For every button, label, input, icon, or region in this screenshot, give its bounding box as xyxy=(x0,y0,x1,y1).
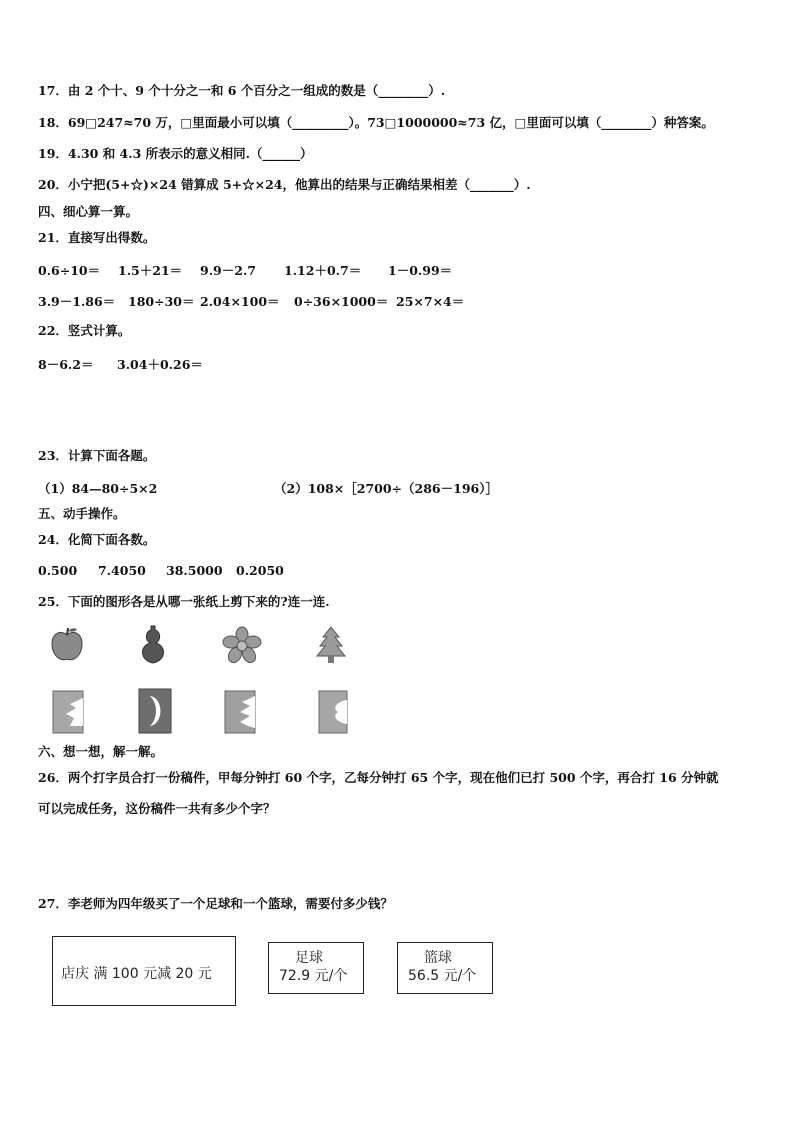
q21-item: 1.12＋0.7＝ xyxy=(284,263,362,278)
q24-item: 0.2050 xyxy=(236,563,284,578)
q21-item: 1.5＋21＝ xyxy=(118,263,183,278)
paper-cut-moon-icon xyxy=(138,688,172,734)
q21-item: 1－0.99＝ xyxy=(388,263,453,278)
paper-cut-zigzag-icon xyxy=(224,690,256,734)
q21-item: 0÷36×1000＝ xyxy=(294,294,389,309)
paper-cut-leaf-icon xyxy=(52,690,84,734)
q22-item: 8－6.2＝ xyxy=(38,357,94,372)
q22-item: 3.04＋0.26＝ xyxy=(117,357,203,372)
q21-item: 3.9－1.86＝ xyxy=(38,294,116,309)
apple-icon xyxy=(50,626,84,664)
question-24: 24．化简下面各数。 xyxy=(38,532,156,547)
q21-item: 9.9－2.7 xyxy=(200,263,256,278)
football-price-box xyxy=(268,942,364,994)
question-22: 22．竖式计算。 xyxy=(38,323,131,338)
sale-notice-box xyxy=(52,936,236,1006)
section-6-heading: 六、想一想，解一解。 xyxy=(38,744,164,759)
gourd-icon xyxy=(136,624,170,666)
tree-icon xyxy=(314,626,348,666)
basketball-name: 篮球 xyxy=(424,950,452,966)
q24-item: 7.4050 xyxy=(98,563,146,578)
q21-item: 180÷30＝ xyxy=(128,294,195,309)
flower-icon xyxy=(222,626,262,664)
question-20: 20．小宁把(5+☆)×24 错算成 5+☆×24，他算出的结果与正确结果相差（_______）. xyxy=(38,177,531,192)
section-4-heading: 四、细心算一算。 xyxy=(38,204,139,219)
q24-item: 0.500 xyxy=(38,563,78,578)
question-17: 17．由 2 个十、9 个十分之一和 6 个百分之一组成的数是（________）. xyxy=(38,83,446,98)
question-27: 27．李老师为四年级买了一个足球和一个篮球，需要付多少钱？ xyxy=(38,896,393,911)
question-19: 19．4.30 和 4.3 所表示的意义相同.（______） xyxy=(38,146,313,161)
q23-item: （1）84—80÷5×2 xyxy=(38,481,158,496)
basketball-price-box xyxy=(397,942,493,994)
q21-item: 0.6÷10＝ xyxy=(38,263,101,278)
paper-cut-notch-icon xyxy=(318,690,348,734)
question-23: 23．计算下面各题。 xyxy=(38,448,156,463)
question-21: 21．直接写出得数。 xyxy=(38,230,156,245)
question-25: 25．下面的图形各是从哪一张纸上剪下来的?连一连. xyxy=(38,594,330,609)
question-26-line-1: 26．两个打字员合打一份稿件，甲每分钟打 60 个字，乙每分钟打 65 个字，现在他们已打 500 个字，再合打 16 分钟就 xyxy=(38,770,719,785)
football-price: 72.9 元/个 xyxy=(279,968,348,984)
question-18: 18．69□247≈70 万，□里面最小可以填（_________）。73□1000000≈73 亿，□里面可以填（________）种答案。 xyxy=(38,115,714,130)
basketball-price: 56.5 元/个 xyxy=(408,968,477,984)
section-5-heading: 五、动手操作。 xyxy=(38,506,126,521)
q23-item: （2）108×［2700÷（286－196）］ xyxy=(274,481,498,496)
q21-item: 2.04×100＝ xyxy=(200,294,280,309)
q24-item: 38.5000 xyxy=(166,563,223,578)
football-name: 足球 xyxy=(295,950,323,966)
sale-notice-text: 店庆 满 100 元减 20 元 xyxy=(61,966,212,982)
question-26-line-2: 可以完成任务，这份稿件一共有多少个字？ xyxy=(38,801,276,816)
q21-item: 25×7×4＝ xyxy=(396,294,465,309)
